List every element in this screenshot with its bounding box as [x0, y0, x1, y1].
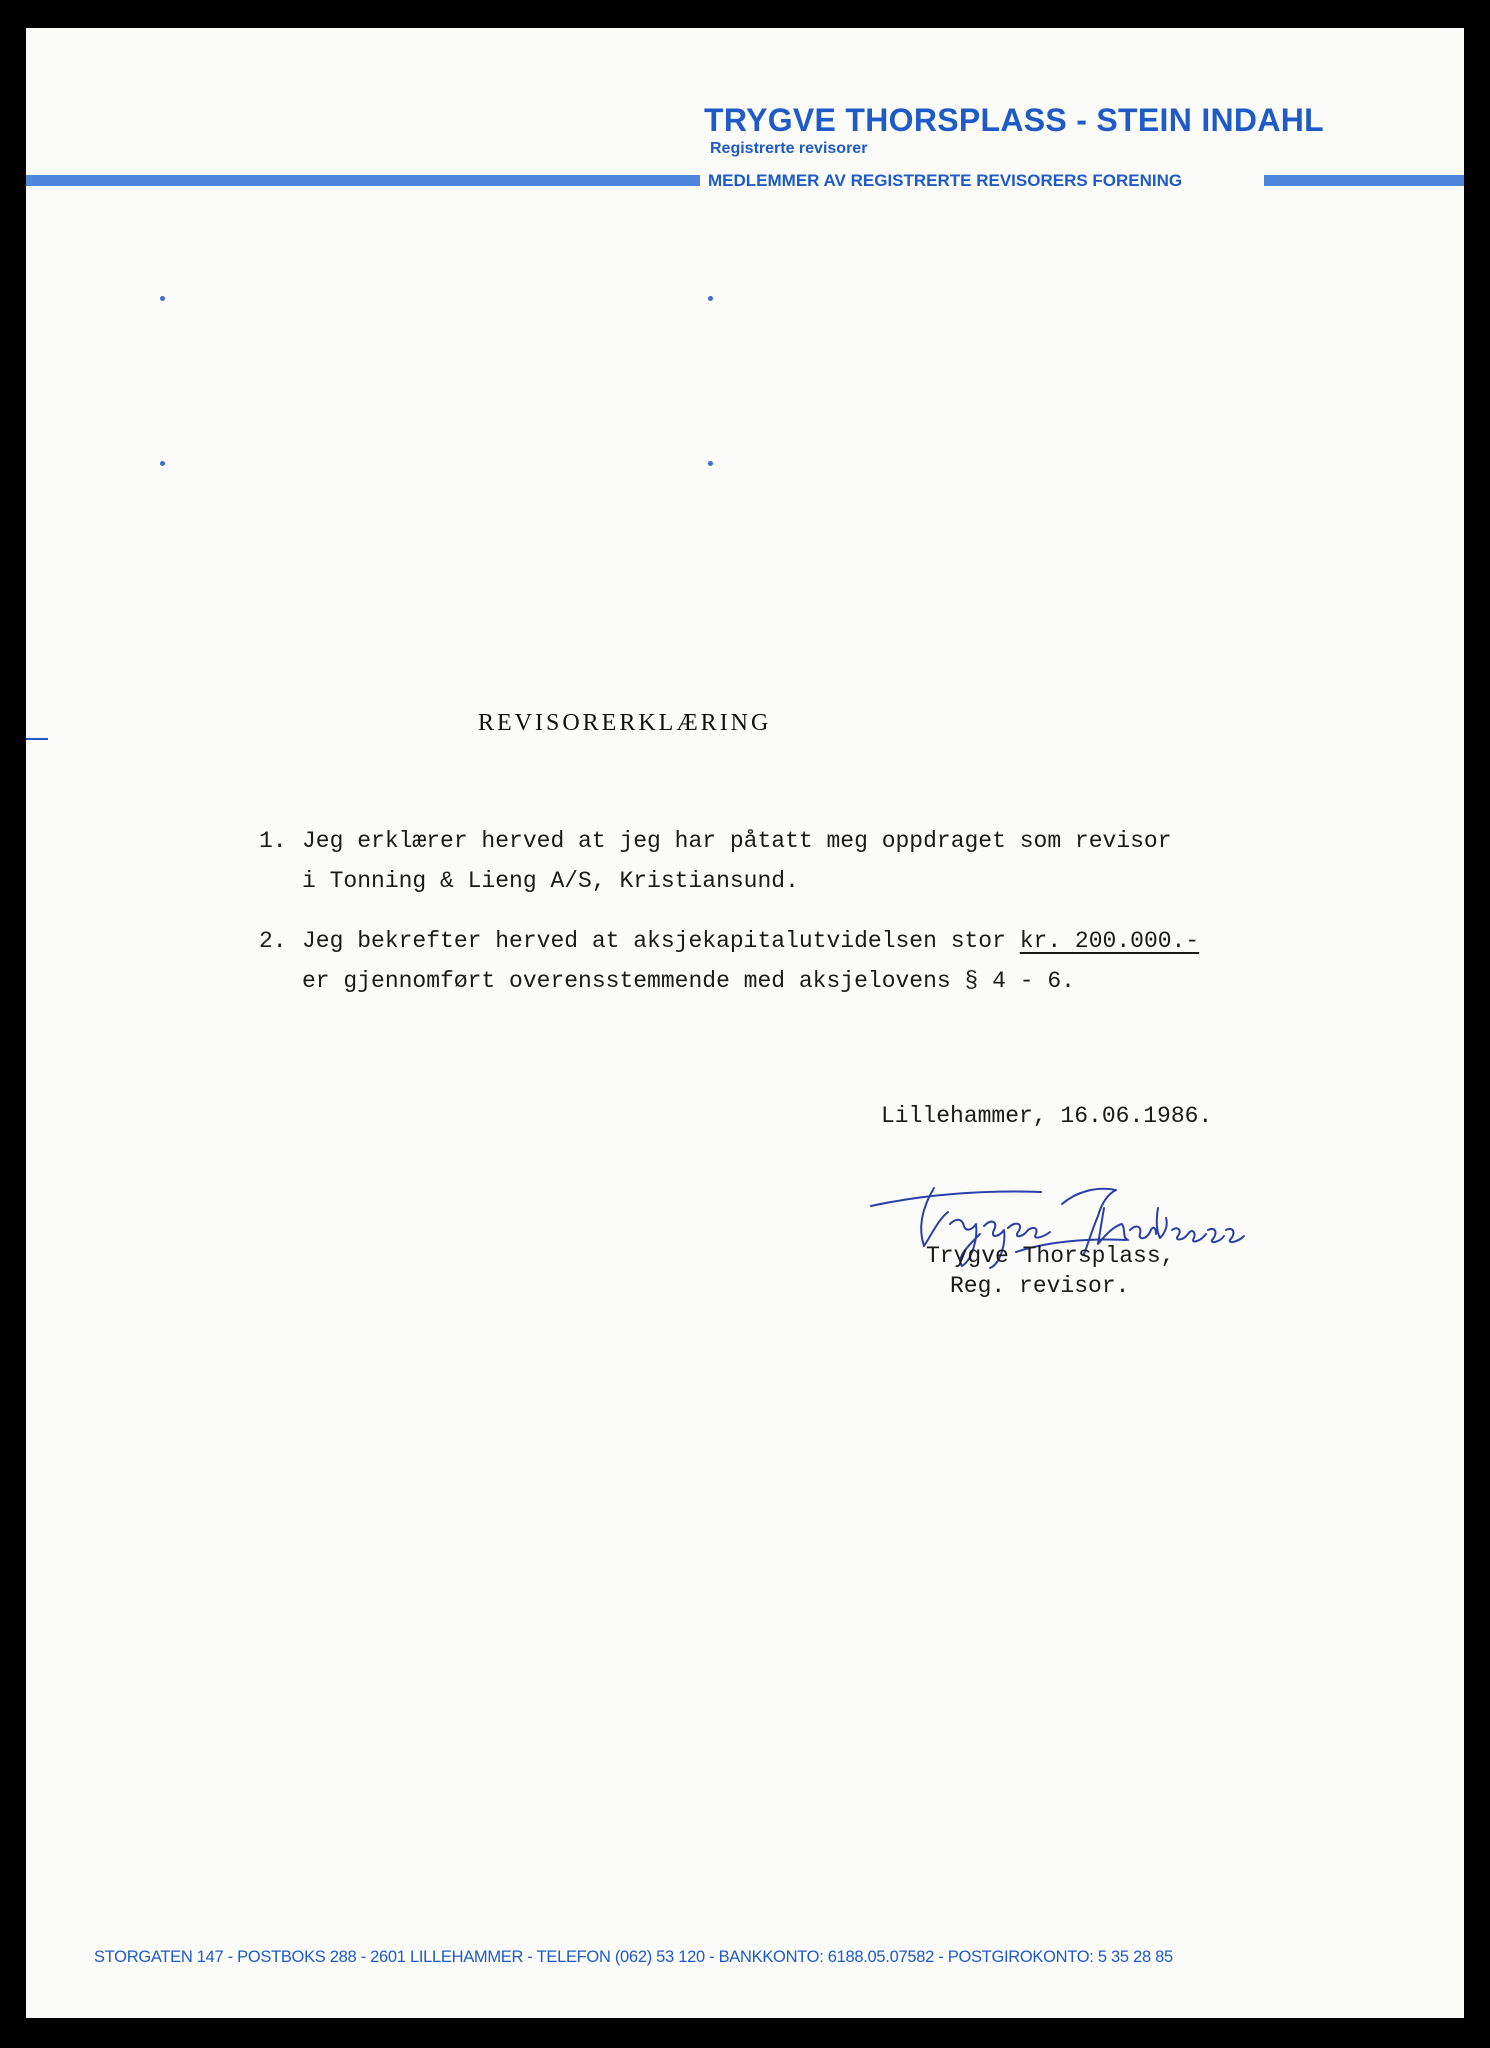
letter-page: [26, 28, 1464, 2018]
address-window-mark: [160, 296, 165, 301]
item-text-line: Jeg erklærer herved at jeg har påtatt meg oppdraget som revisor: [302, 828, 1172, 854]
place-date: Lillehammer, 16.06.1986.: [881, 1103, 1213, 1129]
firm-name: TRYGVE THORSPLASS - STEIN INDAHL: [704, 102, 1325, 138]
item-text-line: [302, 928, 1199, 954]
firm-subtitle: Registrerte revisorer: [710, 140, 868, 157]
item-text-line: er gjennomført overensstemmende med aksjelovens § 4 - 6.: [302, 968, 1075, 994]
capital-amount: kr. 200.000.-: [1019, 928, 1200, 954]
signer-title: Reg. revisor.: [950, 1273, 1130, 1299]
item-number: 2.: [259, 928, 287, 954]
fold-mark: [26, 738, 48, 740]
document-title: REVISORERKLÆRING: [478, 710, 772, 736]
item-text-line: i Tonning & Lieng A/S, Kristiansund.: [302, 868, 799, 894]
item-text: Jeg bekrefter herved at aksjekapitalutvidelsen stor: [302, 928, 1020, 954]
header-rule-left: [26, 175, 700, 186]
item-number: 1.: [259, 828, 287, 854]
address-window-mark: [160, 461, 165, 466]
membership-line: MEDLEMMER AV REGISTRERTE REVISORERS FORENING: [708, 171, 1183, 190]
footer-address: STORGATEN 147 - POSTBOKS 288 - 2601 LILLEHAMMER - TELEFON (062) 53 120 - BANKKONTO: 6188.05.07582 - POSTGIROKONTO: 5 35 28 85: [94, 1948, 1173, 1966]
address-window-mark: [708, 461, 713, 466]
signer-name: Trygve Thorsplass,: [926, 1243, 1175, 1269]
address-window-mark: [708, 296, 713, 301]
header-rule-right: [1264, 175, 1464, 186]
